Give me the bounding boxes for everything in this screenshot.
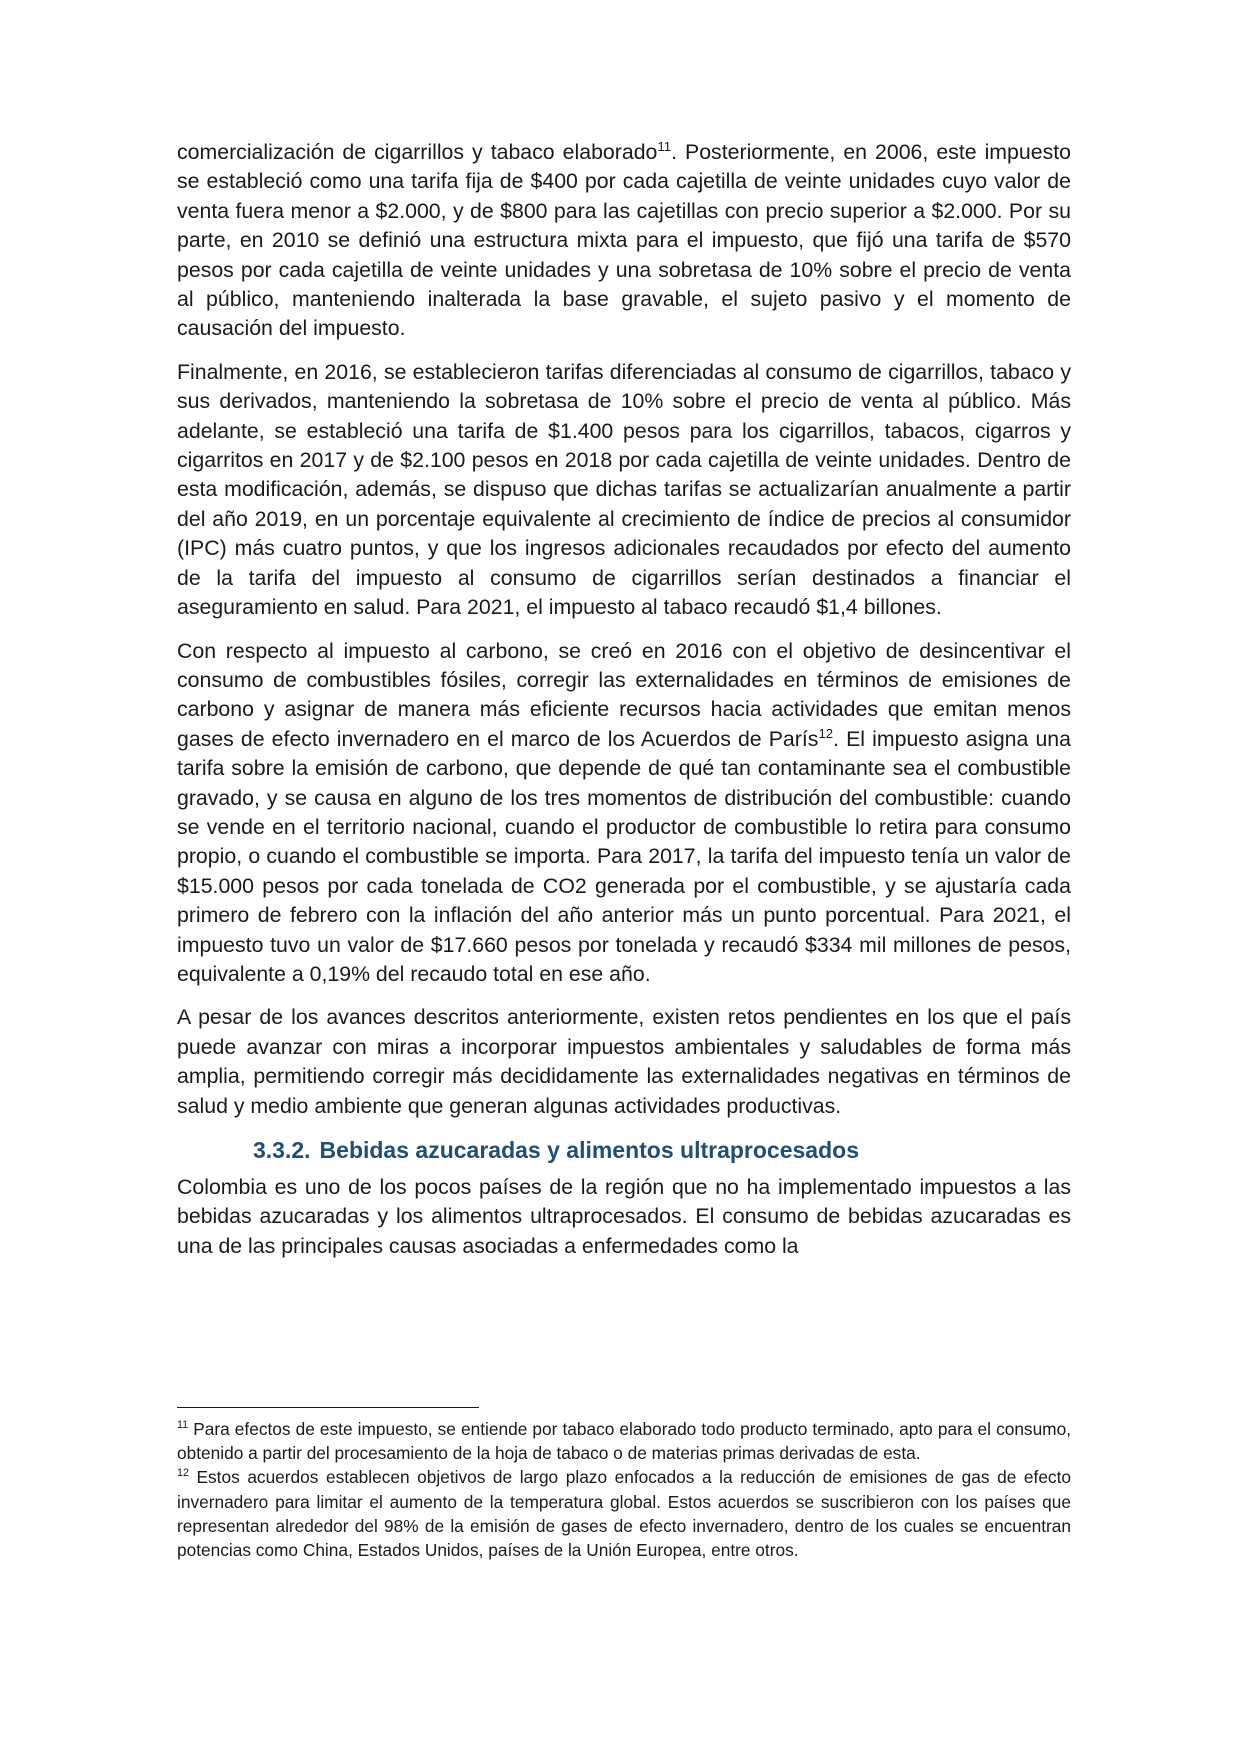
footnote-separator: [177, 1407, 479, 1408]
paragraph-text: . Posteriormente, en 2006, este impuesto se estableció como una tarifa fija de $400 por cada cajetilla de veinte unidades cuyo valor de venta fuera menor a $2.000, y de $800 para las cajetillas con precio superior a $2.000. Por su parte, en 2010 se definió una estructura mixta para el impuesto, que fijó una tarifa de $570 pesos por cada cajetilla de veinte unidades y una sobretasa de 10% sobre el precio de venta al público, manteniendo inalterada la base gravable, el sujeto pasivo y el momento de causación del impuesto.: [177, 140, 1071, 341]
section-heading: [253, 1135, 1071, 1165]
section-number: 3.3.2.: [253, 1137, 311, 1163]
footnote-11: [177, 1417, 1071, 1465]
paragraph-pending-challenges: A pesar de los avances descritos anteriormente, existen retos pendientes en los que el país puede avanzar con miras a incorporar impuestos ambientales y saludables de forma más amplia, permitiendo corregir más decididamente las externalidades negativas en términos de salud y medio ambiente que generan algunas actividades productivas.: [177, 1005, 1071, 1118]
paragraph-text: comercialización de cigarrillos y tabaco elaborado: [177, 140, 658, 164]
footnote-12: [177, 1465, 1071, 1562]
footnote-ref-11[interactable]: 11: [657, 138, 672, 154]
footnote-ref-12[interactable]: 12: [818, 725, 834, 741]
paragraph-text: Con respecto al impuesto al carbono, se creó en 2016 con el objetivo de desincentivar el consumo de combustibles fósiles, corregir las externalidades en términos de emisiones de carbono y asignar de manera más eficiente recursos hacia actividades que emitan menos gases de efecto invernadero en el marco de los Acuerdos de París: [177, 638, 1071, 751]
document-body: [177, 138, 1071, 1275]
footnote-text: Estos acuerdos establecen objetivos de largo plazo enfocados a la reducción de emisiones de gas de efecto invernadero para limitar el aumento de la temperatura global. Estos acuerdos se suscribieron con los países que representan alrededor del 98% de la emisión de gases de efecto invernadero, dentro de los cuales se encuentran potencias como China, Estados Unidos, países de la Unión Europea, entre otros.: [177, 1467, 1071, 1561]
section-title: Bebidas azucaradas y alimentos ultraprocesados: [319, 1137, 859, 1163]
paragraph-tobacco-history: [177, 138, 1071, 344]
paragraph-sugary-drinks: Colombia es uno de los pocos países de la región que no ha implementado impuestos a las bebidas azucaradas y los alimentos ultraprocesados. El consumo de bebidas azucaradas es una de las principales causas asociadas a enfermedades como la: [177, 1175, 1071, 1258]
paragraph-text: . El impuesto asigna una tarifa sobre la emisión de carbono, que depende de qué tan contaminante sea el combustible gravado, y se causa en alguno de los tres momentos de distribución del combustible: cuando se vende en el territorio nacional, cuando el productor de combustible lo retira para consumo propio, o cuando el combustible se importa. Para 2017, la tarifa del impuesto tenía un valor de $15.000 pesos por cada tonelada de CO2 generada por el combustible, y se ajustaría cada primero de febrero con la inflación del año anterior más un punto porcentual. Para 2021, el impuesto tuvo un valor de $17.660 pesos por tonelada y recaudó $334 mil millones de pesos, equivalente a 0,19% del recaudo total en ese año.: [177, 726, 1071, 986]
paragraph-carbon-tax: [177, 637, 1071, 990]
footnote-mark: 11: [177, 1419, 189, 1432]
paragraph-tobacco-2016: Finalmente, en 2016, se establecieron tarifas diferenciadas al consumo de cigarrillos, tabaco y sus derivados, manteniendo la sobretasa de 10% sobre el precio de venta al público. Más adelante, se estableció una tarifa de $1.400 pesos para los cigarrillos, tabacos, cigarros y cigarritos en 2017 y de $2.100 pesos en 2018 por cada cajetilla de veinte unidades. Dentro de esta modificación, además, se dispuso que dichas tarifas se actualizarían anualmente a partir del año 2019, en un porcentaje equivalente al crecimiento de índice de precios al consumidor (IPC) más cuatro puntos, y que los ingresos adicionales recaudados por efecto del aumento de la tarifa del impuesto al consumo de cigarrillos serían destinados a financiar el aseguramiento en salud. Para 2021, el impuesto al tabaco recaudó $1,4 billones.: [177, 359, 1071, 620]
footnote-mark: 12: [177, 1467, 189, 1480]
footnotes: [177, 1417, 1071, 1562]
footnote-text: Para efectos de este impuesto, se entiende por tabaco elaborado todo producto terminado, apto para el consumo, obtenido a partir del procesamiento de la hoja de tabaco o de materias primas derivadas de esta.: [177, 1419, 1071, 1464]
